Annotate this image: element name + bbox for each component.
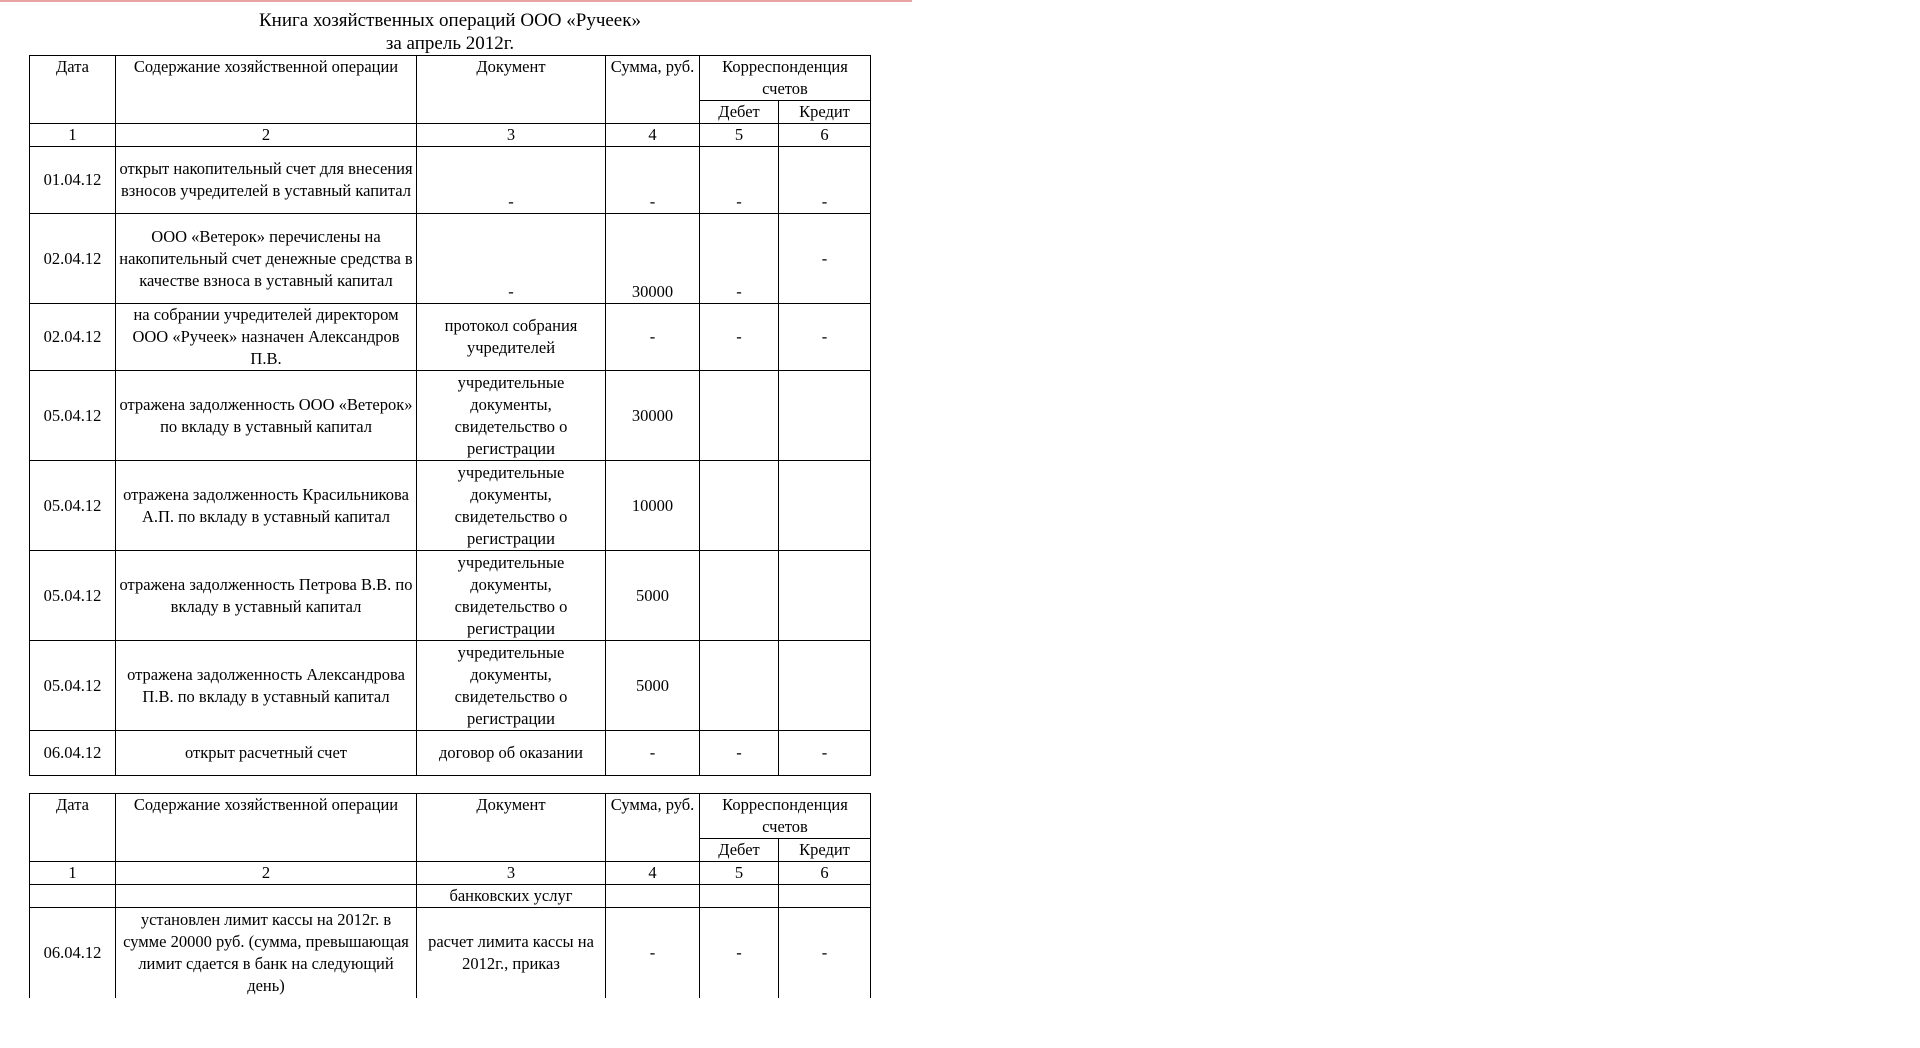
column-number: 3: [417, 862, 606, 885]
table-row: [30, 885, 871, 908]
row-document: учредительные документы, свидетельство о регистрации: [417, 371, 606, 461]
title-line-1: Книга хозяйственных операций ООО «Ручеек»: [259, 10, 641, 31]
row-sum: 30000: [606, 371, 700, 461]
row-document: расчет лимита кассы на 2012г., приказ: [417, 908, 606, 998]
row-content: на собрании учредителей директором ООО «Ручеек» назначен Александров П.В.: [116, 304, 417, 371]
row-document: -: [417, 147, 606, 214]
row-credit: [779, 461, 871, 551]
header-date: Дата: [30, 794, 116, 862]
row-document: учредительные документы, свидетельство о регистрации: [417, 551, 606, 641]
row-date: 02.04.12: [30, 214, 116, 304]
row-sum: 10000: [606, 461, 700, 551]
row-credit: [779, 641, 871, 731]
header-date: Дата: [30, 56, 116, 124]
row-date: [30, 885, 116, 908]
table-row: [30, 214, 871, 304]
column-number: 5: [700, 862, 779, 885]
column-number: 1: [30, 124, 116, 147]
table-row: [30, 731, 871, 776]
row-date: 05.04.12: [30, 641, 116, 731]
row-content: отражена задолженность Петрова В.В. по вкладу в уставный капитал: [116, 551, 417, 641]
row-credit: [779, 371, 871, 461]
row-sum: -: [606, 147, 700, 214]
row-debit: -: [700, 214, 779, 304]
operations-table-page-1: [29, 55, 871, 776]
row-debit: [700, 371, 779, 461]
table-row: [30, 461, 871, 551]
row-date: 05.04.12: [30, 551, 116, 641]
row-document: протокол собрания учредителей: [417, 304, 606, 371]
header-sum: Сумма, руб.: [606, 56, 700, 124]
row-content: отражена задолженность Красильникова А.П. по вкладу в уставный капитал: [116, 461, 417, 551]
row-date: 01.04.12: [30, 147, 116, 214]
row-content: ООО «Ветерок» перечислены на накопительный счет денежные средства в качестве взноса в уставный капитал: [116, 214, 417, 304]
column-number: 1: [30, 862, 116, 885]
column-number: 5: [700, 124, 779, 147]
row-document: учредительные документы, свидетельство о регистрации: [417, 461, 606, 551]
title-line-2: за апрель 2012г.: [385, 33, 515, 54]
header-correspondence: Корреспонденция счетов: [700, 56, 871, 101]
row-content: открыт расчетный счет: [116, 731, 417, 776]
row-debit: [700, 461, 779, 551]
row-credit: [779, 551, 871, 641]
header-content: Содержание хозяйственной операции: [116, 56, 417, 124]
row-sum: 5000: [606, 641, 700, 731]
row-credit: -: [779, 304, 871, 371]
header-credit: Кредит: [779, 839, 871, 862]
column-number: 6: [779, 124, 871, 147]
header-debit: Дебет: [700, 101, 779, 124]
row-date: 05.04.12: [30, 461, 116, 551]
row-debit: [700, 551, 779, 641]
row-debit: -: [700, 147, 779, 214]
row-date: 05.04.12: [30, 371, 116, 461]
table-row: [30, 371, 871, 461]
row-debit: -: [700, 304, 779, 371]
row-content: открыт накопительный счет для внесения взносов учредителей в уставный капитал: [116, 147, 417, 214]
row-credit: -: [779, 731, 871, 776]
row-content: установлен лимит кассы на 2012г. в сумме 20000 руб. (сумма, превышающая лимит сдается в банк на следующий день): [116, 908, 417, 998]
row-debit: -: [700, 908, 779, 998]
header-content: Содержание хозяйственной операции: [116, 794, 417, 862]
row-document: учредительные документы, свидетельство о регистрации: [417, 641, 606, 731]
header-correspondence: Корреспонденция счетов: [700, 794, 871, 839]
row-date: 06.04.12: [30, 731, 116, 776]
column-number: 2: [116, 124, 417, 147]
table-row: [30, 147, 871, 214]
row-debit: -: [700, 731, 779, 776]
row-document: банковских услуг: [417, 885, 606, 908]
row-credit: -: [779, 147, 871, 214]
row-sum: -: [606, 908, 700, 998]
page-top-rule: [0, 0, 912, 2]
row-sum: -: [606, 731, 700, 776]
row-document: договор об оказании: [417, 731, 606, 776]
row-sum: -: [606, 304, 700, 371]
table-row: [30, 551, 871, 641]
row-sum: 5000: [606, 551, 700, 641]
row-content: отражена задолженность ООО «Ветерок» по вкладу в уставный капитал: [116, 371, 417, 461]
header-credit: Кредит: [779, 101, 871, 124]
column-number: 3: [417, 124, 606, 147]
column-number: 2: [116, 862, 417, 885]
header-sum: Сумма, руб.: [606, 794, 700, 862]
operations-table-page-2: [29, 793, 871, 998]
row-credit: -: [779, 908, 871, 998]
column-number: 4: [606, 124, 700, 147]
header-debit: Дебет: [700, 839, 779, 862]
page-title: [29, 9, 871, 55]
table-row: [30, 908, 871, 998]
table-row: [30, 304, 871, 371]
row-sum: [606, 885, 700, 908]
row-content: отражена задолженность Александрова П.В. по вкладу в уставный капитал: [116, 641, 417, 731]
header-document: Документ: [417, 56, 606, 124]
row-debit: [700, 641, 779, 731]
row-document: -: [417, 214, 606, 304]
column-number: 6: [779, 862, 871, 885]
row-debit: [700, 885, 779, 908]
row-credit: [779, 885, 871, 908]
header-document: Документ: [417, 794, 606, 862]
row-credit: -: [779, 214, 871, 304]
row-date: 06.04.12: [30, 908, 116, 998]
row-sum: 30000: [606, 214, 700, 304]
column-number: 4: [606, 862, 700, 885]
row-date: 02.04.12: [30, 304, 116, 371]
table-row: [30, 641, 871, 731]
row-content: [116, 885, 417, 908]
